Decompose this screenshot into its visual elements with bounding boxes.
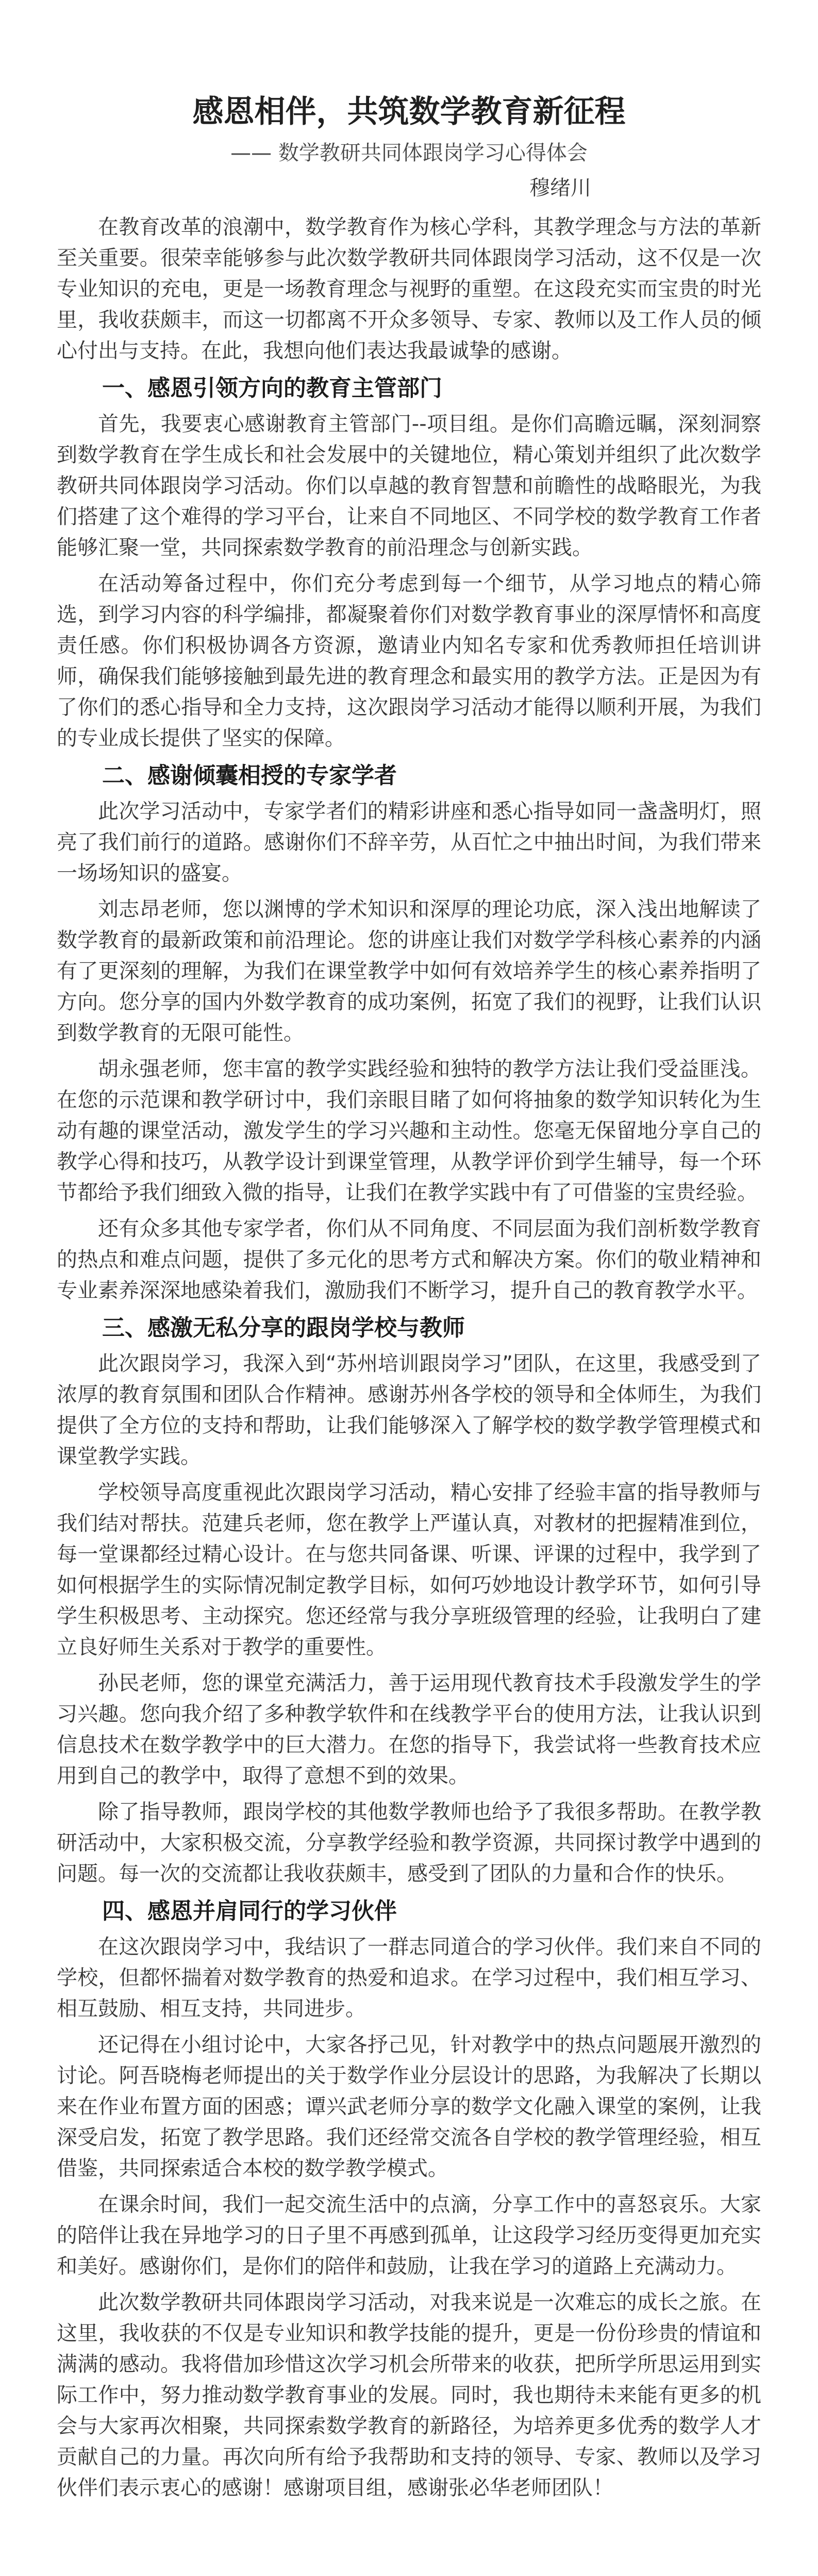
paragraph: 刘志昂老师，您以渊博的学术知识和深厚的理论功底，深入浅出地解读了数学教育的最新政策和前沿理论。您的讲座让我们对数学学科核心素养的内涵有了更深刻的理解，为我们在课堂教学中如何有效培养学生的核心素养指明了方向。您分享的国内外数学教育的成功案例，拓宽了我们的视野，让我们认识到数学教育的无限可能性。 <box>57 897 761 1045</box>
article-subtitle: —— 数学教研共同体跟岗学习心得体会 <box>230 141 588 165</box>
paragraph: 首先，我要衷心感谢教育主管部门--项目组。是你们高瞻远瞩，深刻洞察到数学教育在学生成长和社会发展中的关键地位，精心策划并组织了此次数学教研共同体跟岗学习活动。你们以卓越的教育智慧和前瞻性的战略眼光，为我们搭建了这个难得的学习平台，让来自不同地区、不同学校的数学教育工作者能够汇聚一堂，共同探索数学教育的前沿理念与创新实践。 <box>57 412 761 560</box>
article-title: 感恩相伴，共筑数学教育新征程 <box>192 94 626 130</box>
section-heading: 三、感激无私分享的跟岗学校与教师 <box>102 1315 465 1341</box>
paragraph: 除了指导教师，跟岗学校的其他数学教师也给予了我很多帮助。在教学教研活动中，大家积极交流，分享教学经验和教学资源，共同探讨教学中遇到的问题。每一次的交流都让我收获颇丰，感受到了团队的力量和合作的快乐。 <box>57 1800 761 1886</box>
paragraph: 还有众多其他专家学者，你们从不同角度、不同层面为我们剖析数学教育的热点和难点问题，提供了多元化的思考方式和解决方案。你们的敬业精神和专业素养深深地感染着我们，激励我们不断学习，提升自己的教育教学水平。 <box>57 1217 761 1302</box>
paragraph: 还记得在小组讨论中，大家各抒己见，针对教学中的热点问题展开激烈的讨论。阿吾晓梅老师提出的关于数学作业分层设计的思路，为我解决了长期以来在作业布置方面的困惑；谭兴武老师分享的数学文化融入课堂的案例，让我深受启发，拓宽了教学思路。我们还经常交流各自学校的教学管理经验，相互借鉴，共同探索适合本校的数学教学模式。 <box>57 2033 761 2180</box>
section-heading: 二、感谢倾囊相授的专家学者 <box>102 762 397 789</box>
paragraph: 学校领导高度重视此次跟岗学习活动，精心安排了经验丰富的指导教师与我们结对帮扶。范建兵老师，您在教学上严谨认真，对教材的把握精准到位，每一堂课都经过精心设计。在与您共同备课、听课、评课的过程中，我学到了如何根据学生的实际情况制定教学目标，如何巧妙地设计教学环节，如何引导学生积极思考、主动探究。您还经常与我分享班级管理的经验，让我明白了建立良好师生关系对于教学的重要性。 <box>57 1481 761 1659</box>
section-intro <box>57 212 761 366</box>
section-2 <box>57 759 761 1306</box>
paragraph: 此次数学教研共同体跟岗学习活动，对我来说是一次难忘的成长之旅。在这里，我收获的不仅是专业知识和教学技能的提升，更是一份份珍贵的情谊和满满的感动。我将借加珍惜这次学习机会所带来的收获，把所学所思运用到实际工作中，努力推动数学教育事业的发展。同时，我也期待未来能有更多的机会与大家再次相聚，共同探索数学教育的新路径，为培养更多优秀的数学人才贡献自己的力量。再次向所有给予我帮助和支持的领导、专家、教师以及学习伙伴们表示衷心的感谢！感谢项目组，感谢张必华老师团队！ <box>57 2291 761 2500</box>
paragraph: 此次学习活动中，专家学者们的精彩讲座和悉心指导如同一盏盏明灯，照亮了我们前行的道路。感谢你们不辞辛劳，从百忙之中抽出时间，为我们带来一场场知识的盛宴。 <box>57 800 761 885</box>
section-1 <box>57 371 761 754</box>
paragraph: 在教育改革的浪潮中，数学教育作为核心学科，其教学理念与方法的革新至关重要。很荣幸能够参与此次数学教研共同体跟岗学习活动，这不仅是一次专业知识的充电，更是一场教育理念与视野的重塑。在这段充实而宝贵的时光里，我收获颇丰，而这一切都离不开众多领导、专家、教师以及工作人员的倾心付出与支持。在此，我想向他们表达我最诚挚的感谢。 <box>57 215 761 363</box>
paragraph: 孙民老师，您的课堂充满活力，善于运用现代教育技术手段激发学生的学习兴趣。您向我介绍了多种教学软件和在线教学平台的使用方法，让我认识到信息技术在数学教学中的巨大潜力。在您的指导下，我尝试将一些教育技术应用到自己的教学中，取得了意想不到的效果。 <box>57 1671 761 1788</box>
paragraph: 在这次跟岗学习中，我结识了一群志同道合的学习伙伴。我们来自不同的学校，但都怀揣着对数学教育的热爱和追求。在学习过程中，我们相互学习、相互鼓励、相互支持，共同进步。 <box>57 1935 761 2021</box>
article-author: 穆绪川 <box>529 176 591 200</box>
section-heading: 一、感恩引领方向的教育主管部门 <box>102 375 442 401</box>
section-heading: 四、感恩并肩同行的学习伙伴 <box>102 1898 397 1924</box>
paragraph: 胡永强老师，您丰富的教学实践经验和独特的教学方法让我们受益匪浅。在您的示范课和教学研讨中，我们亲眼目睹了如何将抽象的数学知识转化为生动有趣的课堂活动，激发学生的学习兴趣和主动性。您毫无保留地分享自己的教学心得和技巧，从教学设计到课堂管理，从教学评价到学生辅导，每一个环节都给予我们细致入微的指导，让我们在教学实践中有了可借鉴的宝贵经验。 <box>57 1057 761 1205</box>
paragraph: 此次跟岗学习，我深入到“苏州培训跟岗学习”团队，在这里，我感受到了浓厚的教育氛围和团队合作精神。感谢苏州各学校的领导和全体师生，为我们提供了全方位的支持和帮助，让我们能够深入了解学校的数学教学管理模式和课堂教学实践。 <box>57 1352 761 1468</box>
paragraph: 在课余时间，我们一起交流生活中的点滴，分享工作中的喜怒哀乐。大家的陪伴让我在异地学习的日子里不再感到孤单，让这段学习经历变得更加充实和美好。感谢你们，是你们的陪伴和鼓励，让我在学习的道路上充满动力。 <box>57 2193 761 2278</box>
section-3 <box>57 1311 761 1889</box>
paragraph: 在活动筹备过程中，你们充分考虑到每一个细节，从学习地点的精心筛选，到学习内容的科学编排，都凝聚着你们对数学教育事业的深厚情怀和高度责任感。你们积极协调各方资源，邀请业内知名专家和优秀教师担任培训讲师，确保我们能够接触到最先进的教育理念和最实用的教学方法。正是因为有了你们的悉心指导和全力支持，这次跟岗学习活动才能得以顺利开展，为我们的专业成长提供了坚实的保障。 <box>57 572 761 750</box>
section-4 <box>57 1894 761 2503</box>
